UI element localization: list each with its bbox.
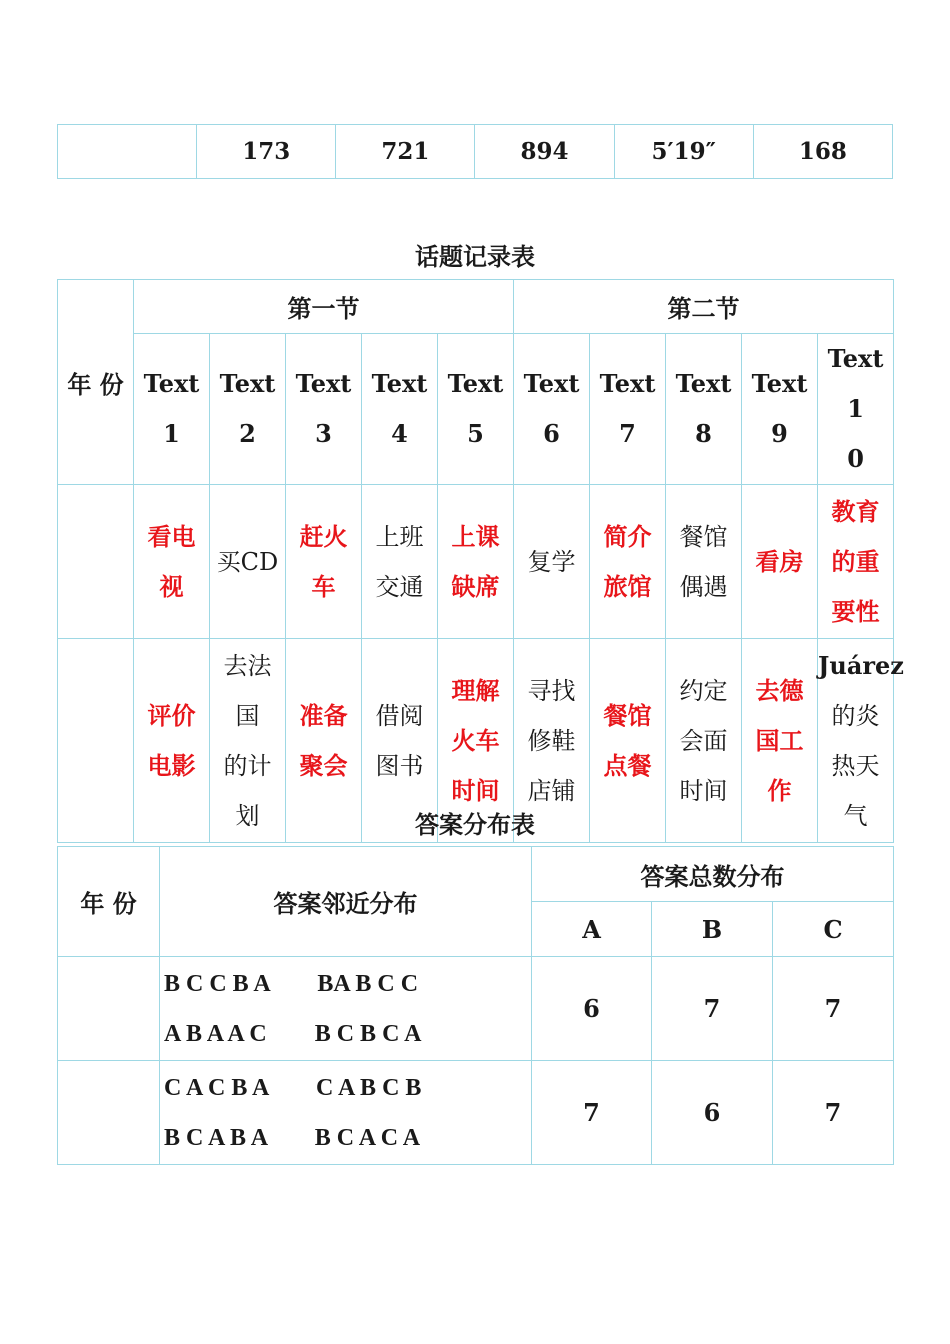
- topic-line: 的计: [223, 751, 272, 780]
- answer-count-c: 7: [773, 957, 894, 1061]
- topic-line: 聚会: [299, 750, 348, 780]
- answer-year-cell: [58, 957, 160, 1061]
- text-header-line: 0: [847, 444, 864, 473]
- topic-line: 教育: [831, 496, 880, 526]
- answer-sequence-cell: [160, 1061, 532, 1165]
- text-header-cell: [362, 334, 438, 485]
- text-header-cell: [210, 334, 286, 485]
- answer-table-caption: 答案分布表: [415, 810, 535, 839]
- text-header-line: Text: [371, 369, 428, 398]
- topic-cell: [210, 485, 286, 639]
- text-header-line: 8: [695, 419, 712, 448]
- text-header-cell: [514, 334, 590, 485]
- topic-line: 上班: [375, 522, 424, 551]
- topic-cell: [590, 485, 666, 639]
- topic-line: 赶火: [299, 521, 348, 551]
- topic-year-cell: [58, 485, 134, 639]
- topic-line: 评价: [147, 700, 196, 730]
- topic-line: 车: [311, 571, 336, 601]
- topic-line: 电影: [147, 750, 196, 780]
- topic-line: 理解: [451, 675, 500, 705]
- text-header-line: 5: [467, 419, 484, 448]
- topic-row: [58, 485, 894, 639]
- topic-line: 去法: [223, 651, 272, 680]
- topic-line: 简介: [603, 521, 652, 551]
- text-header-line: Text 1: [827, 344, 884, 423]
- topic-line: 去德: [755, 675, 804, 705]
- text-header-cell: [286, 334, 362, 485]
- text-header-line: 3: [315, 419, 332, 448]
- topic-line: 视: [159, 571, 184, 601]
- topic-line: 旅馆: [603, 571, 652, 601]
- answer-year-cell: [58, 1061, 160, 1165]
- text-header-line: Text: [751, 369, 808, 398]
- topic-line: 要性: [831, 596, 880, 626]
- text-header-line: Text: [447, 369, 504, 398]
- text-header-cell: [590, 334, 666, 485]
- topic-cell: [666, 485, 742, 639]
- topic-line: 划: [235, 801, 260, 830]
- text-header-line: 1: [163, 419, 180, 448]
- answer-count-a: 7: [532, 1061, 652, 1165]
- text-header-line: 6: [543, 419, 560, 448]
- topic-line: 店铺: [527, 776, 576, 805]
- topic-cell: [134, 485, 210, 639]
- summary-cell: 5′19″: [614, 125, 753, 179]
- summary-cell: [58, 125, 197, 179]
- text-header-line: Text: [523, 369, 580, 398]
- answer-year-header: 年 份: [58, 847, 160, 957]
- topic-line: 的重: [831, 546, 880, 576]
- summary-cell: 173: [197, 125, 336, 179]
- topic-line: 的炎: [831, 701, 880, 730]
- topic-cell: [362, 485, 438, 639]
- text-header-line: 2: [239, 419, 256, 448]
- topic-line: 缺席: [451, 571, 500, 601]
- letter-header: A: [532, 902, 652, 957]
- topic-line: 餐馆: [679, 522, 728, 551]
- text-header-line: Text: [599, 369, 656, 398]
- topic-line: 上课: [451, 521, 500, 551]
- summary-cell: 721: [336, 125, 475, 179]
- topic-line: 约定: [679, 676, 728, 705]
- topic-cell: [514, 485, 590, 639]
- summary-cell: 894: [475, 125, 614, 179]
- answer-count-b: 6: [652, 1061, 773, 1165]
- topic-line: 点餐: [603, 750, 652, 780]
- answer-sequence-line: B C A B A B C A C A: [164, 1124, 421, 1151]
- topic-line: 时间: [679, 776, 728, 805]
- topic-line: 图书: [375, 751, 424, 780]
- letter-header: B: [652, 902, 773, 957]
- topic-line: 餐馆: [603, 700, 652, 730]
- topic-line: 作: [767, 775, 792, 805]
- text-header-line: Text: [219, 369, 276, 398]
- text-header-line: Text: [143, 369, 200, 398]
- topic-line: 复学: [527, 547, 576, 576]
- text-header-cell: [666, 334, 742, 485]
- section-two-header: 第二节: [514, 280, 894, 334]
- topic-cell: [742, 485, 818, 639]
- topic-line: 热天: [831, 751, 880, 780]
- topic-line: 偶遇: [679, 572, 728, 601]
- topic-line: 看电: [147, 521, 196, 551]
- answer-sequence-line: C A C B A C A B C B: [164, 1074, 422, 1101]
- text-header-line: Text: [295, 369, 352, 398]
- text-header-line: 9: [771, 419, 788, 448]
- text-header-line: 7: [619, 419, 636, 448]
- text-header-cell: [134, 334, 210, 485]
- total-distribution-header: 答案总数分布: [532, 847, 894, 902]
- topic-line: 寻找: [527, 676, 576, 705]
- answer-count-a: 6: [532, 957, 652, 1061]
- topic-table-caption: 话题记录表: [415, 242, 535, 271]
- text-header-cell: [818, 334, 894, 485]
- topic-line: 国工: [755, 725, 804, 755]
- text-header-cell: [438, 334, 514, 485]
- topic-cell: [818, 485, 894, 639]
- text-header-line: Text: [675, 369, 732, 398]
- topic-cell: [286, 485, 362, 639]
- answer-sequence-line: A B A A C B C B C A: [164, 1020, 422, 1047]
- text-header-line: 4: [391, 419, 408, 448]
- answer-table: [57, 846, 894, 1165]
- text-header-row: [58, 334, 894, 485]
- topic-line: 准备: [299, 700, 348, 730]
- topic-line: Juárez: [818, 650, 904, 680]
- topic-table: [57, 279, 904, 843]
- topic-line: 交通: [375, 572, 424, 601]
- answer-sequence-cell: [160, 957, 532, 1061]
- topic-line: 气: [843, 801, 868, 830]
- summary-cell: 168: [753, 125, 892, 179]
- topic-line: 借阅: [375, 701, 424, 730]
- topic-line: 时间: [451, 775, 500, 805]
- topic-line: 火车: [451, 725, 500, 755]
- topic-line: 修鞋: [527, 726, 576, 755]
- answer-sequence-line: B C C B A BA B C C: [164, 970, 419, 997]
- topic-line: 看房: [755, 546, 804, 576]
- text-header-cell: [742, 334, 818, 485]
- answer-count-c: 7: [773, 1061, 894, 1165]
- year-header: 年 份: [58, 280, 134, 485]
- topic-line: 买CD: [216, 547, 279, 576]
- answer-count-b: 7: [652, 957, 773, 1061]
- topic-line: 国: [235, 701, 260, 730]
- topic-cell: [438, 485, 514, 639]
- letter-header: C: [773, 902, 894, 957]
- adjacent-distribution-header: 答案邻近分布: [160, 847, 532, 957]
- topic-line: 会面: [679, 726, 728, 755]
- summary-table: [57, 124, 893, 179]
- section-one-header: 第一节: [134, 280, 514, 334]
